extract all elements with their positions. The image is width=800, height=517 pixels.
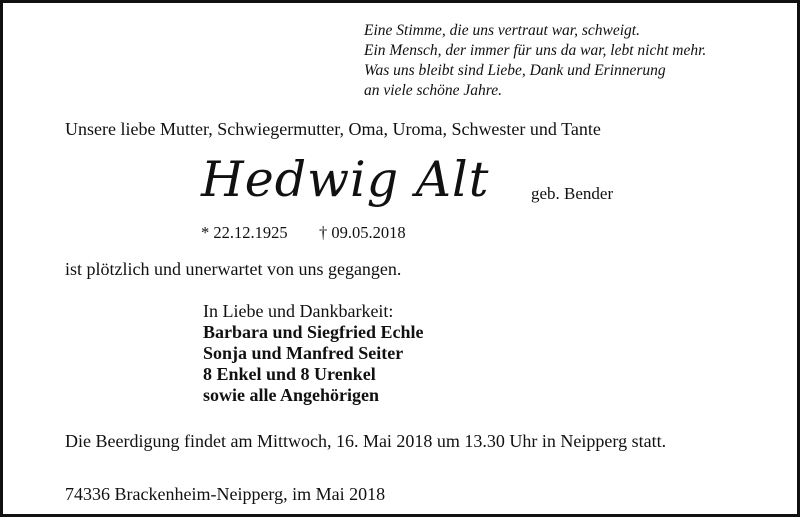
funeral-text: Die Beerdigung findet am Mittwoch, 16. Mai 2018 um 13.30 Uhr in Neipperg statt. xyxy=(65,431,667,451)
poem-line: Ein Mensch, der immer für uns da war, lebt nicht mehr. xyxy=(364,42,707,59)
poem-verse xyxy=(364,21,706,101)
mourner-name: 8 Enkel und 8 Urenkel xyxy=(203,364,376,384)
deceased-name: Hedwig Alt xyxy=(201,151,490,208)
birth-date: * 22.12.1925 xyxy=(201,223,288,242)
mourners-heading: In Liebe und Dankbarkeit: xyxy=(203,301,394,321)
mourners-block xyxy=(203,301,424,406)
passing-text: ist plötzlich und unerwartet von uns gegangen. xyxy=(65,259,402,279)
mourner-name: Sonja und Manfred Seiter xyxy=(203,343,404,363)
poem-line: an viele schöne Jahre. xyxy=(364,82,503,99)
poem-line: Eine Stimme, die uns vertraut war, schweigt. xyxy=(364,22,640,39)
maiden-name: geb. Bender xyxy=(531,184,614,203)
intro-text: Unsere liebe Mutter, Schwiegermutter, Oma, Uroma, Schwester und Tante xyxy=(65,119,601,139)
mourner-name: Barbara und Siegfried Echle xyxy=(203,322,424,342)
death-date: † 09.05.2018 xyxy=(319,223,406,242)
mourner-name: sowie alle Angehörigen xyxy=(203,385,379,405)
poem-line: Was uns bleibt sind Liebe, Dank und Erinnerung xyxy=(364,62,666,79)
place-date: 74336 Brackenheim-Neipperg, im Mai 2018 xyxy=(65,484,386,504)
